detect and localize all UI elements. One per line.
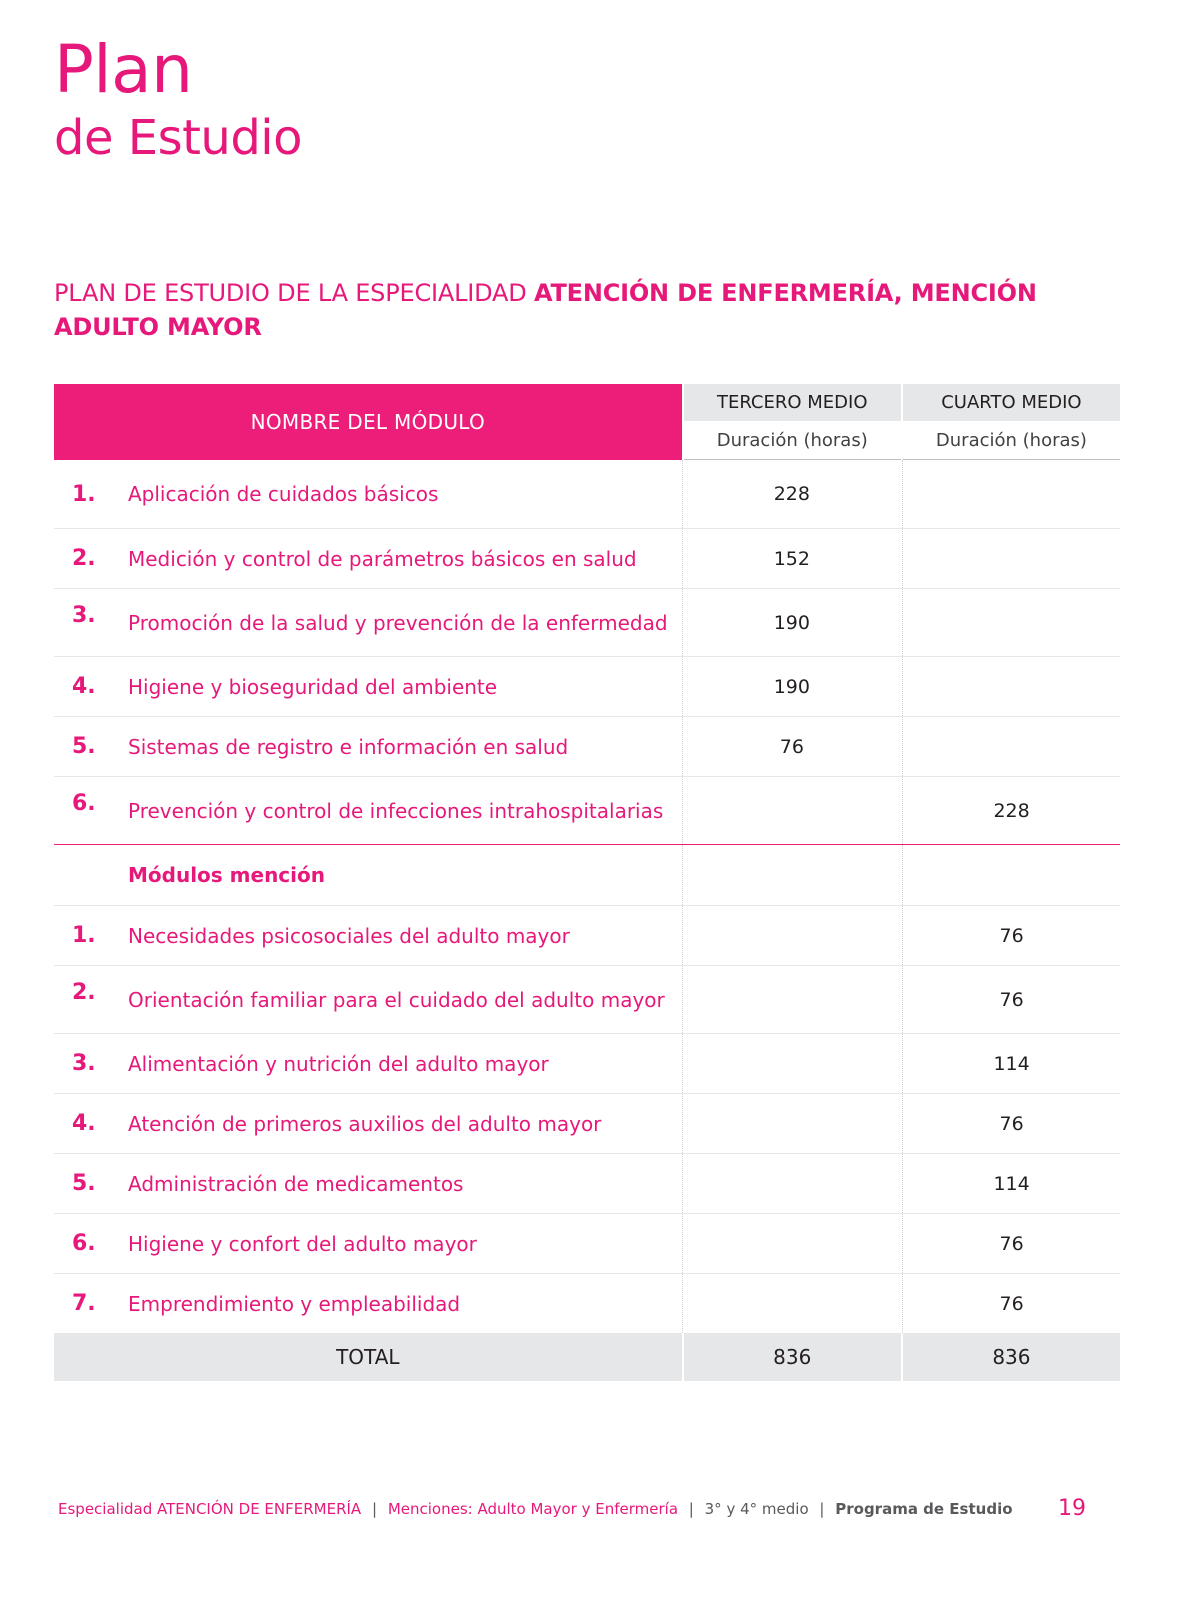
module-label: Alimentación y nutrición del adulto mayor <box>128 1051 549 1076</box>
tercero-value: 190 <box>682 657 900 716</box>
tercero-value: 152 <box>682 529 900 588</box>
table-row <box>54 966 1120 1034</box>
tercero-value <box>682 1214 900 1273</box>
module-number: 4. <box>72 1111 96 1136</box>
table-row <box>54 460 1120 529</box>
cuarto-value <box>902 460 1120 528</box>
tercero-value <box>682 1094 900 1153</box>
tercero-value <box>682 1154 900 1213</box>
footer-program: Programa de Estudio <box>835 1500 1013 1518</box>
table-row <box>54 906 1120 966</box>
tercero-value <box>682 906 900 965</box>
module-number: 4. <box>72 674 96 699</box>
cuarto-value: 76 <box>902 1094 1120 1153</box>
footer-separator: | <box>688 1500 694 1518</box>
cuarto-value: 228 <box>902 777 1120 844</box>
cuarto-value <box>902 717 1120 776</box>
module-label: Medición y control de parámetros básicos en salud <box>128 546 637 571</box>
module-cell <box>54 1034 680 1093</box>
module-cell <box>54 657 680 716</box>
header-cuarto-title: CUARTO MEDIO <box>903 384 1120 421</box>
module-label: Promoción de la salud y prevención de la enfermedad <box>128 610 668 635</box>
footer-level: 3° y 4° medio <box>704 1500 809 1518</box>
table-row <box>54 1034 1120 1094</box>
module-label: Emprendimiento y empleabilidad <box>128 1291 461 1316</box>
table-row <box>54 1274 1120 1333</box>
footer-mentions: Menciones: Adulto Mayor y Enfermería <box>387 1500 679 1518</box>
module-cell <box>54 966 680 1033</box>
module-number: 5. <box>72 734 96 759</box>
tercero-value: 228 <box>682 460 900 528</box>
total-tercero: 836 <box>684 1333 901 1381</box>
module-label: Sistemas de registro e información en salud <box>128 734 569 759</box>
page-title-line2: de Estudio <box>54 110 303 166</box>
table-row <box>54 717 1120 777</box>
cuarto-value: 76 <box>902 966 1120 1033</box>
cuarto-value <box>902 657 1120 716</box>
tercero-value: 190 <box>682 589 900 656</box>
module-label: Administración de medicamentos <box>128 1171 464 1196</box>
cuarto-value <box>902 589 1120 656</box>
tercero-value: 76 <box>682 717 900 776</box>
study-plan-table <box>54 384 1120 1381</box>
module-number: 6. <box>72 1231 96 1256</box>
module-cell <box>54 1094 680 1153</box>
cuarto-value <box>902 845 1120 905</box>
cuarto-value: 76 <box>902 906 1120 965</box>
table-row <box>54 777 1120 845</box>
module-label: Atención de primeros auxilios del adulto mayor <box>128 1111 602 1136</box>
module-cell <box>54 906 680 965</box>
module-label: Orientación familiar para el cuidado del adulto mayor <box>128 987 665 1012</box>
header-module-name: NOMBRE DEL MÓDULO <box>54 384 682 460</box>
table-row <box>54 1154 1120 1214</box>
tercero-value <box>682 966 900 1033</box>
total-row <box>54 1333 1120 1381</box>
footer-separator: | <box>371 1500 378 1518</box>
table-row <box>54 657 1120 717</box>
total-label: TOTAL <box>54 1333 682 1381</box>
footer-separator: | <box>819 1500 825 1518</box>
module-number: 7. <box>72 1291 96 1316</box>
module-cell <box>54 1274 680 1333</box>
tercero-value <box>682 777 900 844</box>
mention-title: Módulos mención <box>128 863 325 887</box>
page-title-line1: Plan <box>54 31 193 108</box>
table-header <box>54 384 1120 460</box>
module-cell <box>54 1214 680 1273</box>
module-number: 3. <box>72 1051 96 1076</box>
tercero-value <box>682 1274 900 1333</box>
section-heading-normal: PLAN DE ESTUDIO DE LA ESPECIALIDAD <box>54 279 534 307</box>
section-heading <box>54 276 1054 344</box>
module-cell <box>54 460 680 528</box>
module-number: 2. <box>72 980 96 1005</box>
cuarto-value: 76 <box>902 1214 1120 1273</box>
module-number: 2. <box>72 546 96 571</box>
module-cell <box>54 529 680 588</box>
table-row <box>54 1094 1120 1154</box>
module-number: 1. <box>72 923 96 948</box>
module-cell <box>54 777 680 844</box>
total-cuarto: 836 <box>903 1333 1120 1381</box>
module-label: Higiene y confort del adulto mayor <box>128 1231 477 1256</box>
header-cuarto-sub: Duración (horas) <box>903 421 1120 460</box>
module-number: 1. <box>72 481 96 507</box>
cuarto-value: 76 <box>902 1274 1120 1333</box>
module-cell <box>54 589 680 656</box>
mention-title-cell <box>54 845 680 905</box>
cuarto-value: 114 <box>902 1034 1120 1093</box>
tercero-value <box>682 1034 900 1093</box>
mention-title-row <box>54 845 1120 906</box>
header-tercero-title: TERCERO MEDIO <box>684 384 901 421</box>
cuarto-value: 114 <box>902 1154 1120 1213</box>
table-row <box>54 1214 1120 1274</box>
module-number: 6. <box>72 791 96 816</box>
tercero-value <box>682 845 900 905</box>
page-number: 19 <box>1058 1496 1086 1521</box>
table-row <box>54 589 1120 657</box>
header-tercero <box>684 384 901 460</box>
module-label: Aplicación de cuidados básicos <box>128 482 439 506</box>
module-cell <box>54 717 680 776</box>
module-number: 3. <box>72 603 96 628</box>
table-row <box>54 529 1120 589</box>
header-cuarto <box>903 384 1120 460</box>
module-label: Higiene y bioseguridad del ambiente <box>128 674 498 699</box>
module-cell <box>54 1154 680 1213</box>
module-number: 5. <box>72 1171 96 1196</box>
module-label: Prevención y control de infecciones intrahospitalarias <box>128 798 664 823</box>
header-tercero-sub: Duración (horas) <box>684 421 901 460</box>
page-footer <box>58 1500 1013 1518</box>
footer-specialty: Especialidad ATENCIÓN DE ENFERMERÍA <box>58 1500 362 1518</box>
module-label: Necesidades psicosociales del adulto mayor <box>128 923 570 948</box>
section-heading-bold: ATENCIÓN DE ENFERMERÍA, MENCIÓN ADULTO MAYOR <box>54 279 1037 341</box>
cuarto-value <box>902 529 1120 588</box>
